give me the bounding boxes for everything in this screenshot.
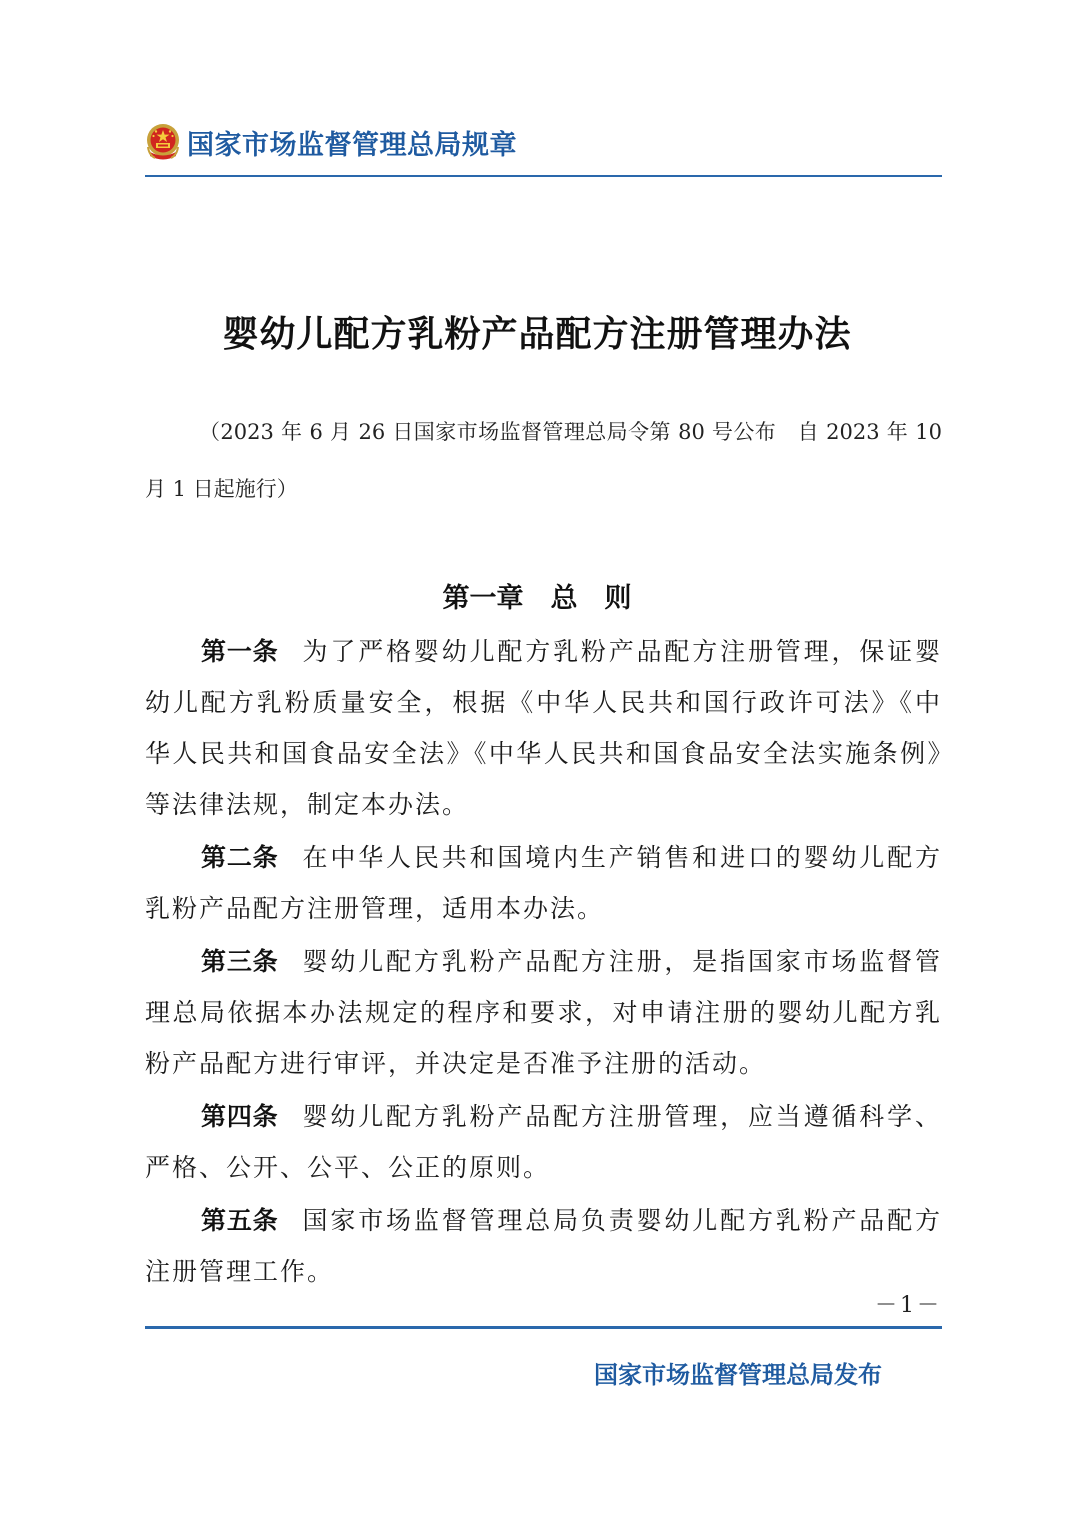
page-number: －1－ xyxy=(875,1293,942,1318)
article-text: 婴幼儿配方乳粉产品配方注册管理，应当遵循科学、严格、公开、公平、公正的原则。 xyxy=(145,1102,942,1182)
header-title: 国家市场监督管理总局规章 xyxy=(187,129,517,161)
promulgation-note: （2023 年 6 月 26 日国家市场监督管理总局令第 80 号公布 自 2023 年 10 月 1 日起施行） xyxy=(145,420,942,501)
article-text: 国家市场监督管理总局负责婴幼儿配方乳粉产品配方注册管理工作。 xyxy=(145,1206,942,1286)
page-header xyxy=(145,120,517,164)
articles-list xyxy=(145,626,942,1299)
article-label: 第二条 xyxy=(201,843,279,872)
chapter-heading: 第一章 总 则 xyxy=(442,583,632,614)
article-5 xyxy=(145,1195,942,1297)
article-text: 婴幼儿配方乳粉产品配方注册，是指国家市场监督管理总局依据本办法规定的程序和要求，对申请注册的婴幼儿配方乳粉产品配方进行审评，并决定是否准予注册的活动。 xyxy=(145,947,942,1078)
national-emblem-icon xyxy=(145,122,181,162)
article-text: 为了严格婴幼儿配方乳粉产品配方注册管理，保证婴幼儿配方乳粉质量安全，根据《中华人民共和国行政许可法》《中华人民共和国食品安全法》《中华人民共和国食品安全法实施条例》等法律法规，制定本办法。 xyxy=(145,637,942,819)
article-label: 第三条 xyxy=(201,947,279,976)
header-divider xyxy=(145,175,942,177)
article-label: 第一条 xyxy=(201,637,279,666)
article-2 xyxy=(145,832,942,934)
article-3 xyxy=(145,936,942,1089)
article-1 xyxy=(145,626,942,830)
article-4 xyxy=(145,1091,942,1193)
document-title: 婴幼儿配方乳粉产品配方注册管理办法 xyxy=(222,314,852,355)
footer-divider xyxy=(145,1326,942,1329)
footer-publisher: 国家市场监督管理总局发布 xyxy=(594,1361,882,1389)
article-label: 第五条 xyxy=(201,1206,279,1235)
article-label: 第四条 xyxy=(201,1102,279,1131)
article-text: 在中华人民共和国境内生产销售和进口的婴幼儿配方乳粉产品配方注册管理，适用本办法。 xyxy=(145,843,942,923)
